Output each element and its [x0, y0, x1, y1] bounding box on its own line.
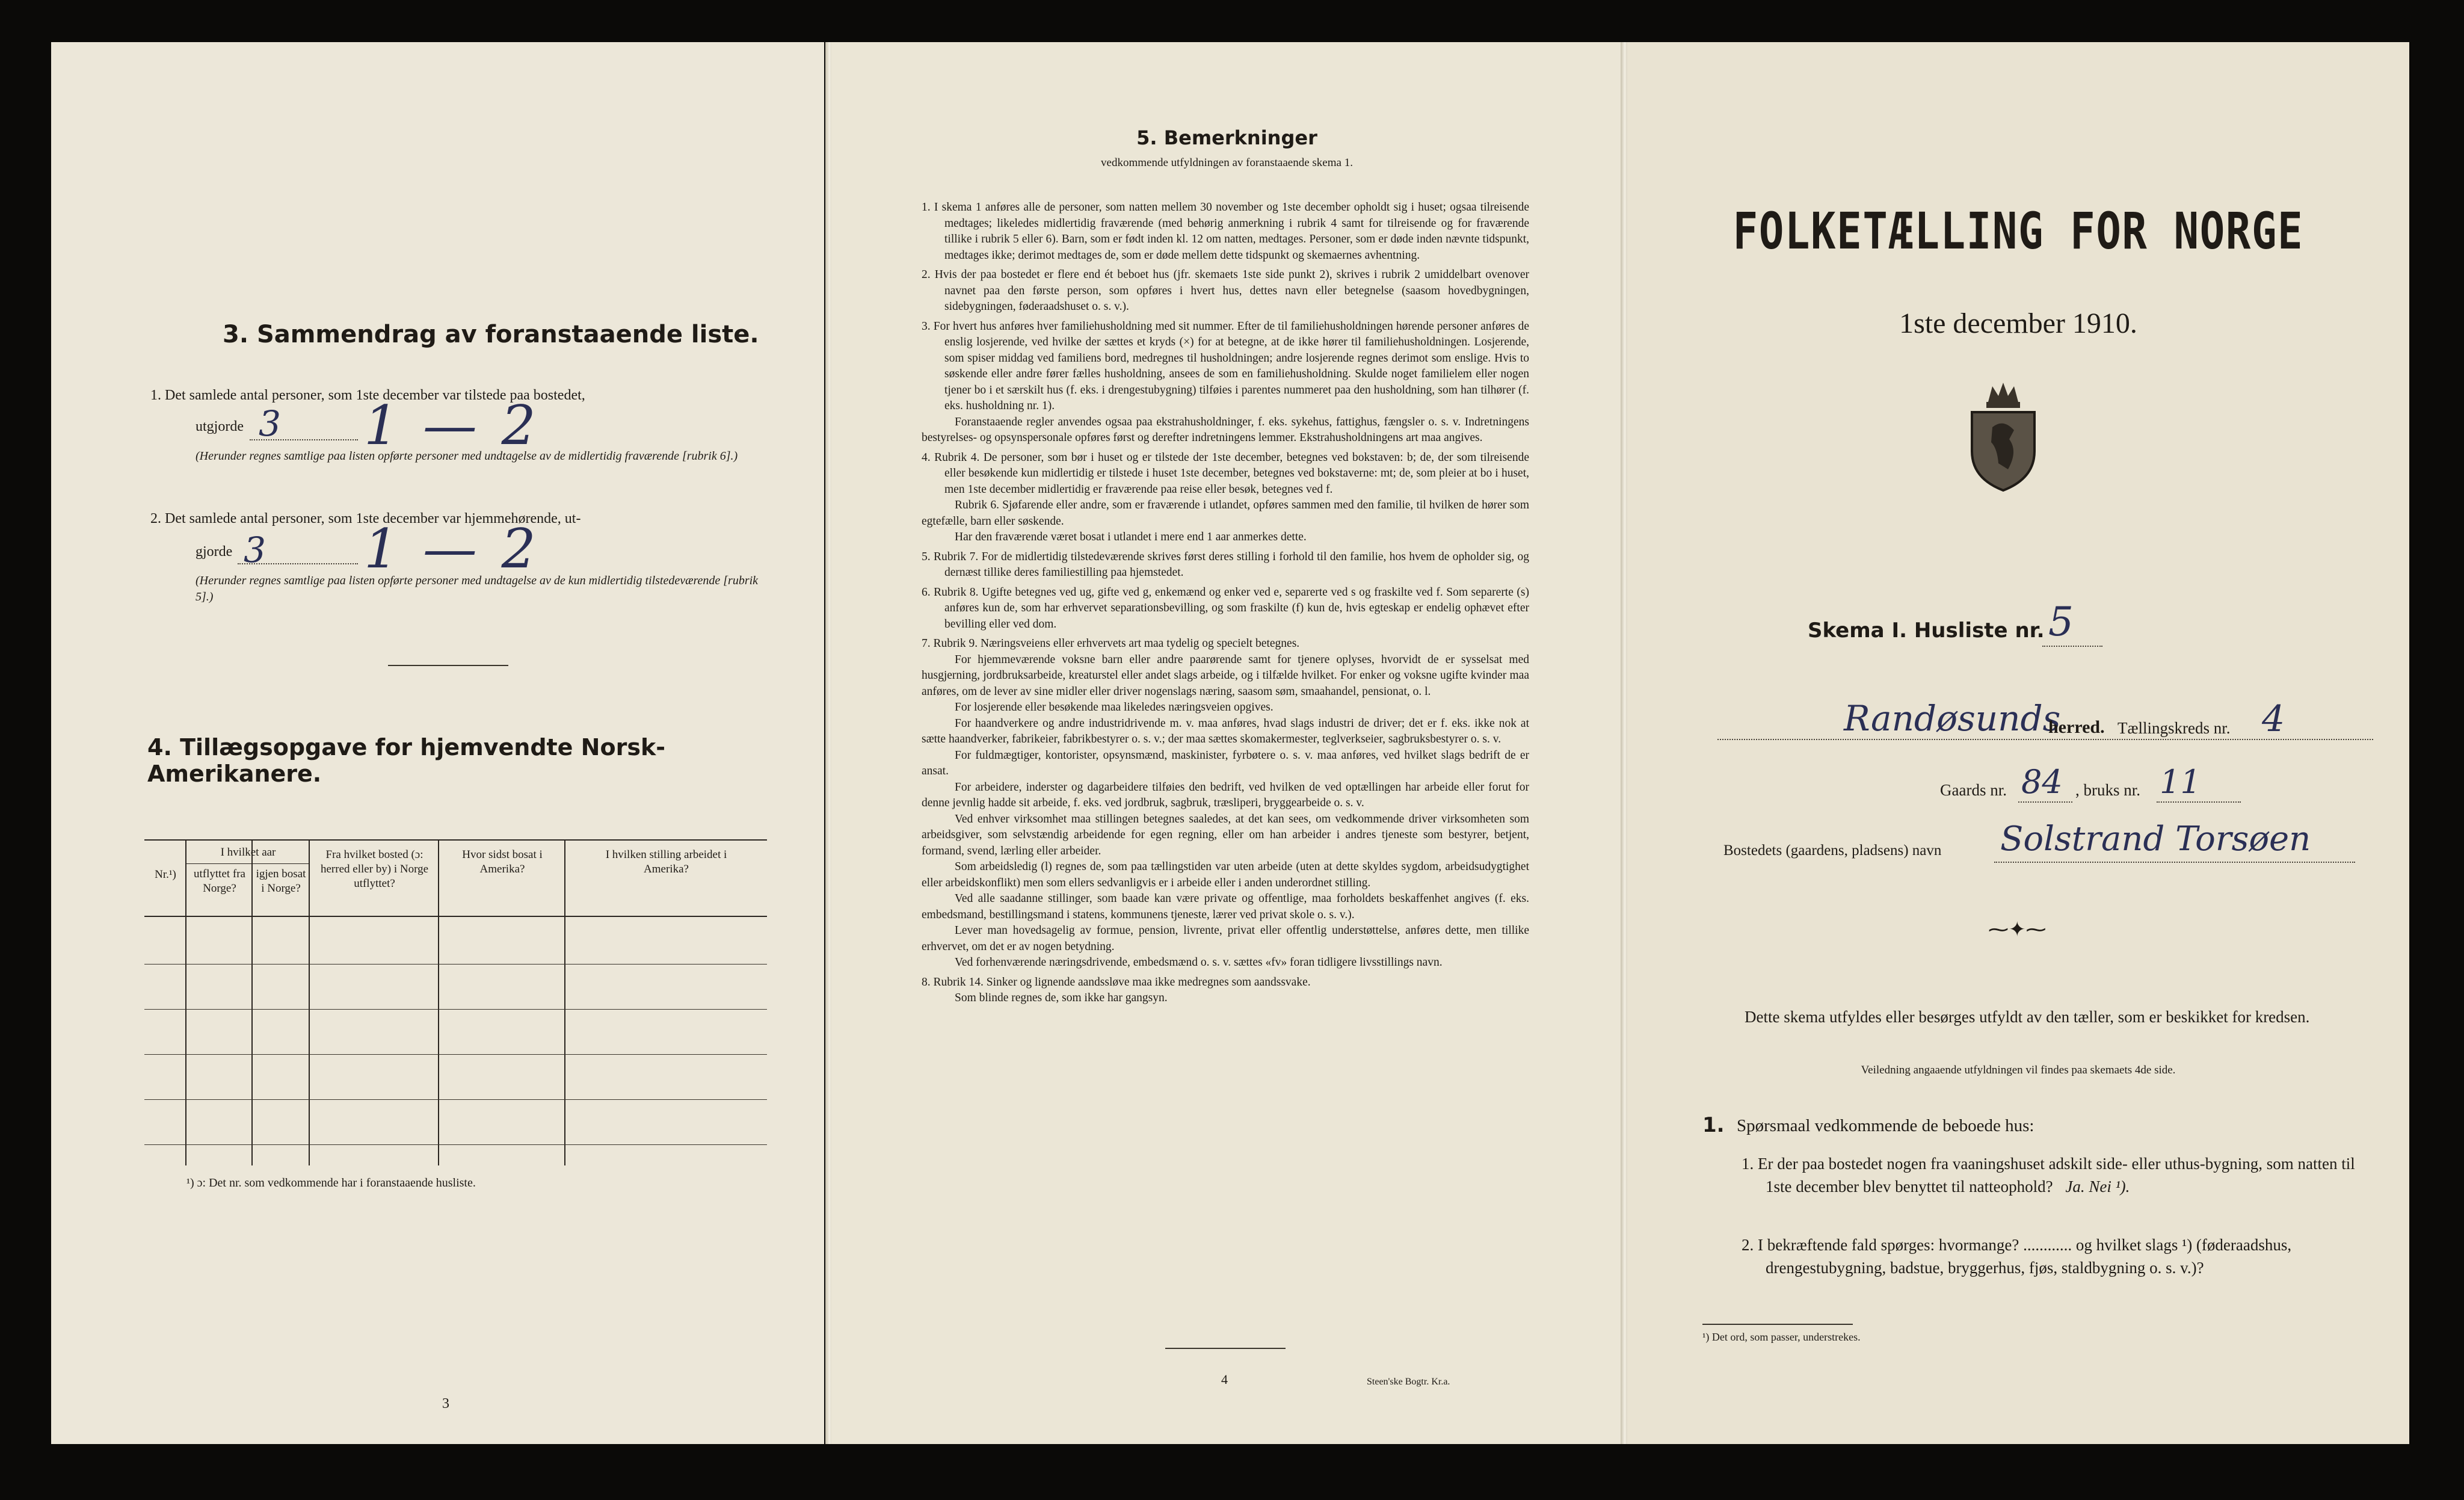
intro-note: Veiledning angaaende utfyldningen vil findes paa skemaets 4de side.	[1861, 1064, 2176, 1076]
skema-label: Skema I. Husliste nr.	[1808, 619, 2045, 643]
cover-footnote: ¹) Det ord, som passer, understrekes.	[1702, 1331, 1861, 1343]
divider	[388, 665, 508, 666]
th-igjen: igjen bosat i Norge?	[256, 868, 306, 895]
table-row	[144, 1144, 767, 1145]
page-number: 4	[1221, 1372, 1228, 1387]
census-title: FOLKETÆLLING FOR NORGE	[1732, 202, 2304, 261]
page-number: 3	[442, 1396, 449, 1412]
census-date: 1ste december 1910.	[1899, 307, 2137, 339]
remark-7b: For hjemmeværende voksne barn eller andre paarørende samt for tjenere oplyses, hvorvidt de er sysselsat med husgjerning, jordbruksarbeide, kreaturstel eller andet slags arbeide, og i tilfælde hvilket. For enker og voksne ugifte kvinder maa anføres, om de lever av sine midler eller driver nogenslags næring, saasom søm, smaahandel, pensionat, o. l.	[922, 653, 1529, 698]
questions-number: 1.	[1702, 1113, 1725, 1137]
th-group: I hvilket aar	[220, 846, 276, 859]
section-3-title: 3. Sammendrag av foranstaaende liste.	[223, 321, 759, 348]
question-1-answer: Ja. Nei ¹).	[2065, 1177, 2130, 1196]
bosted-dots	[1994, 862, 2355, 863]
item-1-dots	[250, 439, 358, 440]
remark-7d: For haandverkere og andre industridrivende m. v. maa anføres, hvad slags industri de driver; det er f. eks. ikke nok at sætte haandverker, fabrikeier, fabrikbestyrer o. s. v.; der maa sættes skomakermester, teglverkseier, sagbruksbestyrer o. s. v.	[922, 717, 1529, 745]
remark-3b: Foranstaaende regler anvendes ogsaa paa ekstrahusholdninger, f. eks. sykehus, fattighus, fængsler o. s. v. Indretningens bestyrelses- og opsynspersonale opføres først og derefter indretningens lemmer. Ekstrahusholdningens art maa angives.	[922, 415, 1529, 444]
item-2-note: (Herunder regnes samtlige paa listen opførte personer med undtagelse av de kun midlertidig tilstedeværende [rubrik 5].)	[196, 574, 759, 603]
remark-7e: For fuldmægtiger, kontorister, opsynsmænd, maskinister, fyrbøtere o. s. v. maa anføres, ved hvilket slags bedrift de er ansat.	[922, 748, 1529, 777]
remark-7f: For arbeidere, inderster og dagarbeidere tilføies den bedrift, ved hvilken de ved optællingen har arbeide eller forut for denne jevnlig hadde sit arbeide, f. eks. ved jordbruk, sagbruk, træsliperi, bryggearbeide o. s. v.	[922, 780, 1529, 809]
question-1	[1742, 1152, 2355, 1198]
remark-8b: Som blinde regnes de, som ikke har gangsyn.	[955, 992, 1168, 1004]
item-1-count: 3	[259, 403, 281, 444]
husliste-number: 5	[2048, 599, 2074, 645]
table-footnote: ¹) ɔ: Det nr. som vedkommende har i foranstaaende husliste.	[186, 1176, 476, 1190]
divider	[1165, 1348, 1286, 1349]
remarks-subtitle: vedkommende utfyldningen av foranstaaende skema 1.	[1101, 156, 1353, 169]
item-2-text: 2. Det samlede antal personer, som 1ste december var hjemmehørende, ut-	[150, 511, 581, 526]
question-2: 2. I bekræftende fald spørges: hvormange? ............ og hvilket slags ¹) (føderaadshus, drengestubygning, badstue, bryggerhus, fjøs, staldbygning o. s. v.)?	[1742, 1236, 2292, 1277]
page-4	[831, 42, 1622, 1444]
remarks-body	[922, 200, 1529, 1007]
bosted-label: Bostedets (gaardens, pladsens) navn	[1723, 842, 1942, 859]
herred-value: Randøsunds	[1844, 698, 2061, 739]
header-rule	[144, 916, 767, 917]
th-fra: Fra hvilket bosted (ɔ: herred eller by) i Norge utflyttet?	[320, 848, 428, 890]
col-stilling	[565, 841, 767, 1165]
questions-heading: Spørsmaal vedkommende de beboede hus:	[1737, 1116, 2034, 1135]
remark-7g: Ved enhver virksomhet maa stillingen betegnes saaledes, at det kan sees, om vedkommende driver virksomheten som arbeidsgiver, som selvstændig arbeidende for egen regning, eller om han arbeider i andres tjeneste som bestyrer, betjent, formand, svend, lærling eller arbeider.	[922, 812, 1529, 857]
col-hvor	[439, 841, 565, 1165]
th-stilling: I hvilken stilling arbeidet i Amerika?	[605, 848, 727, 875]
gaards-label: Gaards nr.	[1940, 781, 2007, 799]
remark-7h: Som arbeidsledig (l) regnes de, som paa tællingstiden var uten arbeide (uten at dette skyldes sygdom, arbeidsudygtighet eller arbeidskonflikt) men som ellers sedvanligvis er i arbeide eller i anden underordnet stilling.	[922, 860, 1529, 889]
remark-4c: Har den fraværende været bosat i utlandet i mere end 1 aar anmerkes dette.	[955, 531, 1307, 543]
item-2-prefix: gjorde	[196, 544, 233, 560]
bruks-label: , bruks nr.	[2075, 781, 2140, 799]
bosted-value: Solstrand Torsøen	[2000, 819, 2311, 859]
printer-mark: Steen'ske Bogtr. Kr.a.	[1367, 1377, 1450, 1387]
item-1-handwritten: 1 — 2	[364, 394, 540, 457]
gaards-dots	[2018, 801, 2072, 803]
remark-7c: For losjerende eller besøkende maa likeledes næringsveien opgives.	[955, 701, 1274, 714]
group-rule	[186, 863, 310, 864]
item-1-text: 1. Det samlede antal personer, som 1ste december var tilstede paa bostedet,	[150, 387, 585, 403]
item-2-count: 3	[244, 529, 266, 570]
item-2-handwritten: 1 — 2	[364, 517, 540, 581]
table-row	[144, 1009, 767, 1010]
table-row	[144, 1099, 767, 1100]
page-3	[51, 42, 824, 1444]
remark-6: 6. Rubrik 8. Ugifte betegnes ved ug, gifte ved g, enkemænd og enker ved e, separerte ved s og fraskilte ved f. Som separerte (s) anføres kun de, som har erhvervet separationsbevilling, og som fraskilte (f) kun de, hvis egteskap er endelig ophævet efter bevilling eller ved dom.	[922, 585, 1529, 631]
ornament-icon: ⁓✦⁓	[1988, 919, 2047, 941]
item-2-dots	[238, 563, 358, 564]
remark-7i: Ved alle saadanne stillinger, som baade kan være private og offentlige, maa forholdets beskaffenhet angives (f. eks. embedsmand, bestillingsmand i statens, kommunens tjeneste, lærer ved privat skole o. s. v.).	[922, 892, 1529, 921]
col-nr	[144, 841, 186, 1165]
bruks-dots	[2157, 801, 2241, 803]
remark-1: 1. I skema 1 anføres alle de personer, som natten mellem 30 november og 1ste december opholdt sig i huset; ogsaa tilreisende medtages; likeledes midlertidig fraværende (med behørig anmerkning i rubrik 4 samt for tilreisende og for fraværende tillike i rubrik 5 eller 6). Barn, som er født inden kl. 12 om natten, medtages. Personer, som er døde inden nævnte tidspunkt, medtages ikke; derimot medtages de, som er døde mellem dette tidspunkt og skemaernes avhentning.	[922, 201, 1529, 262]
section-4-title: 4. Tillægsopgave for hjemvendte Norsk-Amerikanere.	[147, 734, 665, 787]
th-utflyttet: utflyttet fra Norge?	[194, 868, 245, 895]
husliste-dots	[2042, 646, 2102, 647]
remark-7: 7. Rubrik 9. Næringsveiens eller erhvervets art maa tydelig og specielt betegnes.	[922, 637, 1300, 650]
table-row	[144, 964, 767, 965]
item-1-prefix: utgjorde	[196, 419, 244, 434]
remarks-title: 5. Bemerkninger	[1136, 126, 1317, 149]
footnote-rule	[1702, 1324, 1853, 1325]
remark-2: 2. Hvis der paa bostedet er flere end ét beboet hus (jfr. skemaets 1ste side punkt 2), skrives i rubrik 2 umiddelbart ovenover navnet paa den første person, som opføres i hvert hus, dettes navn eller betegnelse (saasom hovedbygningen, sidebygningen, føderaadshuset o. s. v.).	[922, 268, 1529, 313]
remark-5: 5. Rubrik 7. For de midlertidig tilstedeværende skrives først deres stilling i forhold til den familie, hos hvem de opholder sig, og dernæst tillike deres familiestilling paa hjemstedet.	[922, 550, 1529, 579]
intro-text: Dette skema utfyldes eller besørges utfyldt av den tæller, som er beskikket for kredsen.	[1745, 1008, 2310, 1026]
krets-label: Tællingskreds nr.	[2118, 719, 2231, 737]
gaards-value: 84	[2021, 763, 2063, 801]
remark-7j: Lever man hovedsagelig av formue, pension, livrente, privat eller offentlig understøttelse, anføres dette, men tillike erhvervet, om det er av nogen betydning.	[922, 924, 1529, 953]
cover-page	[1627, 42, 2409, 1444]
coat-of-arms-icon	[1961, 379, 2045, 493]
table-row	[144, 1054, 767, 1055]
remark-7k: Ved forhenværende næringsdrivende, embedsmænd o. s. v. sættes «fv» foran tidligere livsstillings navn.	[955, 956, 1443, 969]
remark-8: 8. Rubrik 14. Sinker og lignende aandssløve maa ikke medregnes som aandssvake.	[922, 975, 1311, 989]
krets-value: 4	[2262, 698, 2285, 740]
th-hvor: Hvor sidst bosat i Amerika?	[462, 848, 543, 875]
bruks-value: 11	[2160, 763, 2201, 801]
th-nr: Nr.¹)	[155, 868, 176, 881]
norsk-amerikanere-table	[144, 839, 767, 1165]
herred-label: herred.	[2048, 717, 2105, 737]
remark-3: 3. For hvert hus anføres hver familiehusholdning med sit nummer. Efter de til familiehusholdningen hørende personer anføres de enslig losjerende, ved hvilke der sættes et kryds (×) for at betegne, at de ikke hører til familiehusholdningen. Losjerende, som spiser middag ved familiens bord, medregnes til husholdningen; andre losjerende regnes derimot som enslige. Hvis to søskende eller andre fører fælles husholdning, ansees de som en familiehusholdning. Skulde noget familielem eller nogen tjener bo i et særskilt hus (f. eks. i drengestubygning) tilføies i parentes nummeret paa den husholdning, som han tilhører (f. eks. husholdning nr. 1).	[922, 319, 1529, 412]
remark-4: 4. Rubrik 4. De personer, som bør i huset og er tilstede der 1ste december, betegnes ved bokstaven: b; de, der som tilreisende eller besøkende kun midlertidig er tilstede i huset 1ste december, betegnes ved bokstaverne: mt; de, som pleier at bo i huset, men 1ste december midlertidig er fraværende paa reise eller besøk, betegnes ved f.	[922, 451, 1529, 496]
item-1-note: (Herunder regnes samtlige paa listen opførte personer med undtagelse av de midlertidig fraværende [rubrik 6].)	[196, 449, 738, 463]
question-1-text: 1. Er der paa bostedet nogen fra vaaningshuset adskilt side- eller uthus-bygning, som natten til 1ste december blev benyttet til natteophold?	[1742, 1155, 2355, 1196]
remark-4b: Rubrik 6. Sjøfarende eller andre, som er fraværende i utlandet, opføres sammen med den familie, til hvilken de hører som egtefælle, barn eller søskende.	[922, 499, 1529, 528]
